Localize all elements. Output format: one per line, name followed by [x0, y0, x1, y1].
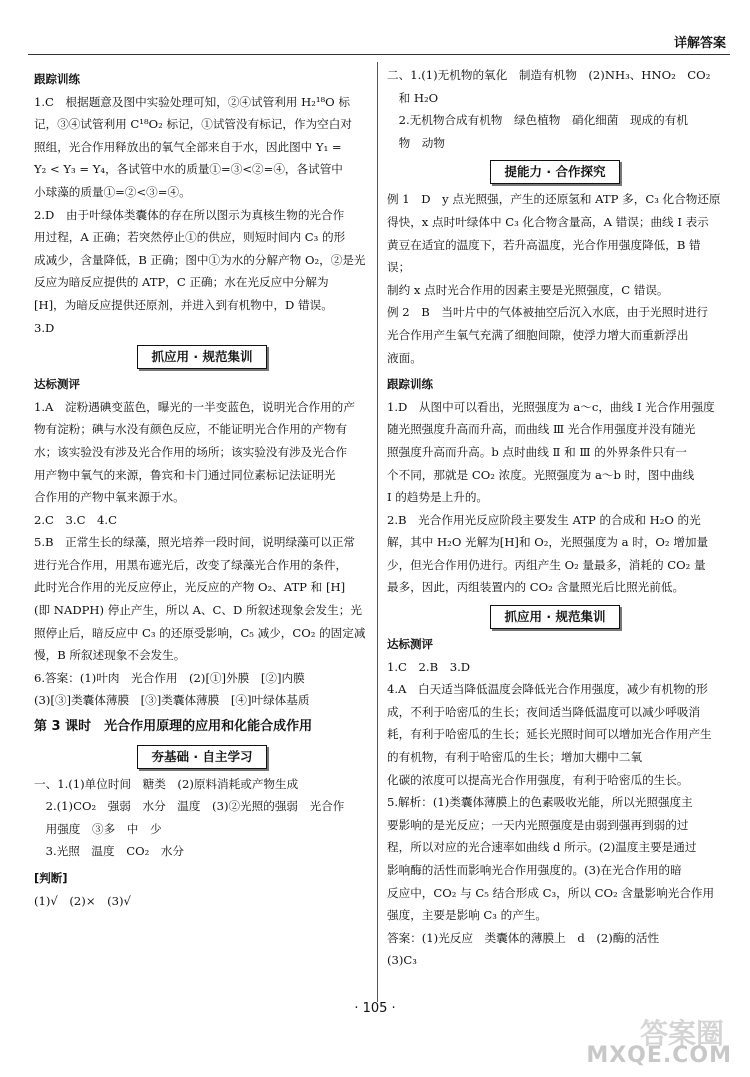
text-line: (即 NADPH) 停止产生，所以 A、C、D 所叙述现象会发生；光	[34, 603, 362, 618]
page-number: · 105 ·	[354, 1001, 396, 1016]
section-banner-label: 抓应用 · 规范集训	[490, 605, 621, 629]
text-line: 水；该实验没有涉及光合作用的场所；该实验没有涉及光合作	[34, 444, 348, 459]
text-line: 成，不利于哈密瓜的生长；夜间适当降低温度可以减少呼吸消	[387, 704, 701, 719]
text-line: 1.C 2.B 3.D	[387, 659, 471, 674]
text-line: [H]，为暗反应提供还原剂，并进入到有机物中，D 错误。	[34, 297, 333, 312]
watermark-url: MXQE.COM	[586, 1043, 732, 1068]
text-line: 光合作用产生氧气充满了细胞间隙，使浮力增大而重新浮出	[387, 327, 689, 342]
text-line: 3.光照 温度 CO₂ 水分	[34, 844, 185, 859]
text-line: 2.C 3.C 4.C	[34, 512, 117, 527]
text-line: 1.D 从图中可以看出，光照强度为 a～c，曲线 Ⅰ 光合作用强度	[387, 399, 715, 414]
text-line: 的有机物，有利于哈密瓜的生长；增加大棚中二氧	[387, 750, 643, 765]
text-line: 5.解析：(1)类囊体薄膜上的色素吸收光能，所以光照强度主	[387, 795, 693, 810]
text-line: 1.C 根据题意及图中实验处理可知，②④试管利用 H₂¹⁸O 标	[34, 94, 350, 109]
right-column	[387, 64, 723, 972]
text-line: 少，但光合作用仍进行。丙组产生 O₂ 量最多，消耗的 CO₂ 量	[387, 557, 706, 572]
text-line: 化碳的浓度可以提高光合作用强度，有利于哈密瓜的生长。	[387, 772, 689, 787]
text-line: 随光照强度升高而升高，而曲线 Ⅲ 光合作用强度并没有随光	[387, 422, 696, 437]
section-heading: 达标测评	[34, 377, 80, 392]
text-line: 反应为暗反应提供的 ATP，C 正确；水在光反应中分解为	[34, 275, 329, 290]
text-line: 2.无机物合成有机物 绿色植物 硝化细菌 现成的有机	[387, 113, 688, 128]
text-line: 用产物中氧气的来源，鲁宾和卡门通过同位素标记法证明光	[34, 467, 336, 482]
text-line: 用过程，A 正确；若突然停止①的供应，则短时间内 C₃ 的形	[34, 230, 346, 245]
text-line: 一、1.(1)单位时间 糖类 (2)原料消耗或产物生成	[34, 776, 299, 791]
section-banner	[34, 745, 370, 769]
text-line: 此时光合作用的光反应停止，光反应的产物 O₂、ATP 和 [H]	[34, 580, 346, 595]
section-banner-label: 抓应用 · 规范集训	[137, 345, 268, 369]
text-line: 反应中，CO₂ 与 C₅ 结合形成 C₃，所以 CO₂ 含量影响光合作用	[387, 885, 715, 900]
text-line: 程，所以对应的光合速率如曲线 d 所示。(2)温度主要是通过	[387, 840, 697, 855]
lesson-title: 第 3 课时 光合作用原理的应用和化能合成作用	[34, 719, 313, 735]
text-line: 个不同，那就是 CO₂ 浓度。光照强度为 a～b 时，图中曲线	[387, 467, 695, 482]
text-line: 强度，主要是影响 C₃ 的产生。	[387, 908, 548, 923]
header-rule	[28, 54, 730, 55]
section-heading: 跟踪训练	[34, 72, 80, 86]
text-line: 合作用的产物中氧来源于水。	[34, 490, 185, 505]
text-line: 黄豆在适宜的温度下，若升高温度，光合作用强度降低，B 错误；	[387, 237, 701, 275]
text-line: (3)[③]类囊体薄膜 [③]类囊体薄膜 [④]叶绿体基质	[34, 693, 310, 708]
text-line: 1.A 淀粉遇碘变蓝色，曝光的一半变蓝色，说明光合作用的产	[34, 399, 355, 414]
text-line: Ⅰ 的趋势是上升的。	[387, 490, 489, 505]
section-banner	[387, 605, 723, 629]
text-line: 影响酶的活性而影响光合作用强度的。(3)在光合作用的暗	[387, 863, 682, 877]
text-line: 答案：(1)光反应 类囊体的薄膜上 d (2)酶的活性	[387, 930, 660, 945]
text-line: 照组，光合作用释放出的氧气全部来自于水，因此图中 Y₁ =	[34, 139, 342, 154]
text-line: 成减少，含量降低，B 正确；图中①为水的分解产物 O₂，②是光	[34, 252, 366, 267]
section-banner-label: 夯基础 · 自主学习	[137, 745, 268, 769]
text-line: 要影响的是光反应；一天内光照强度是由弱到强再到弱的过	[387, 817, 689, 832]
section-banner	[34, 345, 370, 369]
text-line: 例 2 B 当叶片中的气体被抽空后沉入水底，由于光照时进行	[387, 305, 709, 320]
text-line: 6.答案：(1)叶肉 光合作用 (2)[①]外膜 [②]内膜	[34, 670, 305, 685]
text-line: 进行光合作用，用黑布遮光后，改变了绿藻光合作用的条件，	[34, 557, 348, 572]
text-line: 例 1 D y 点光照强，产生的还原氢和 ATP 多，C₃ 化合物还原	[387, 192, 721, 207]
section-heading: 达标测评	[387, 637, 433, 652]
text-line: 二、1.(1)无机物的氧化 制造有机物 (2)NH₃、HNO₂ CO₂	[387, 68, 711, 82]
text-line: 物 动物	[387, 135, 445, 150]
watermark-glyphs: 答案圈	[639, 1017, 724, 1050]
text-line: 得快，x 点时叶绿体中 C₃ 化合物含量高，A 错误；曲线 Ⅰ 表示	[387, 214, 709, 229]
text-line: 最多，因此，丙组装置内的 CO₂ 含量照光后比照光前低。	[387, 580, 685, 595]
section-heading: 跟踪训练	[387, 377, 433, 392]
text-line: 4.A 白天适当降低温度会降低光合作用强度，减少有机物的形	[387, 682, 708, 697]
text-line: 液面。	[387, 350, 422, 365]
text-line: 2.(1)CO₂ 强弱 水分 温度 (3)②光照的强弱 光合作	[34, 799, 345, 814]
text-line: 耗，有利于哈密瓜的生长；延长光照时间可以增加光合作用产生	[387, 727, 712, 742]
text-line: 小球藻的质量①=②<③=④。	[34, 184, 191, 199]
watermark-logo	[582, 1012, 732, 1070]
text-line: 3.D	[34, 320, 55, 335]
text-line: 5.B 正常生长的绿藻，照光培养一段时间，说明绿藻可以正常	[34, 535, 356, 550]
text-line: 记，③④试管利用 C¹⁸O₂ 标记，①试管没有标记，作为空白对	[34, 117, 352, 132]
column-divider	[377, 62, 378, 1002]
page-header-title: 详解答案	[673, 36, 726, 51]
text-line: (3)C₃	[387, 953, 417, 968]
text-line: 照强度升高而升高。b 点时曲线 Ⅱ 和 Ⅲ 的外界条件只有一	[387, 444, 687, 459]
section-heading: [判断]	[34, 871, 68, 885]
section-banner-label: 提能力 · 合作探究	[490, 160, 621, 184]
text-line: 2.D 由于叶绿体类囊体的存在所以图示为真核生物的光合作	[34, 207, 345, 222]
text-line: 2.B 光合作用光反应阶段主要发生 ATP 的合成和 H₂O 的光	[387, 512, 701, 527]
text-line: 慢，B 所叙述现象不会发生。	[34, 648, 186, 663]
text-line: 物有淀粉；碘与水没有颜色反应，不能证明光合作用的产物有	[34, 422, 348, 437]
section-banner	[387, 160, 723, 184]
text-line: 和 H₂O	[387, 90, 439, 105]
text-line: Y₂ < Y₃ = Y₄，各试管中水的质量①=③<②=④，各试管中	[34, 162, 343, 177]
text-line: 照停止后，暗反应中 C₃ 的还原受影响，C₅ 减少，CO₂ 的固定减	[34, 625, 366, 640]
left-column	[34, 64, 370, 912]
text-line: (1)√ (2)× (3)√	[34, 893, 131, 908]
text-line: 制约 x 点时光合作用的因素主要是光照强度，C 错误。	[387, 282, 669, 297]
text-line: 解，其中 H₂O 光解为[H]和 O₂，光照强度为 a 时，O₂ 增加量	[387, 535, 709, 550]
text-line: 用强度 ③多 中 少	[34, 821, 162, 836]
